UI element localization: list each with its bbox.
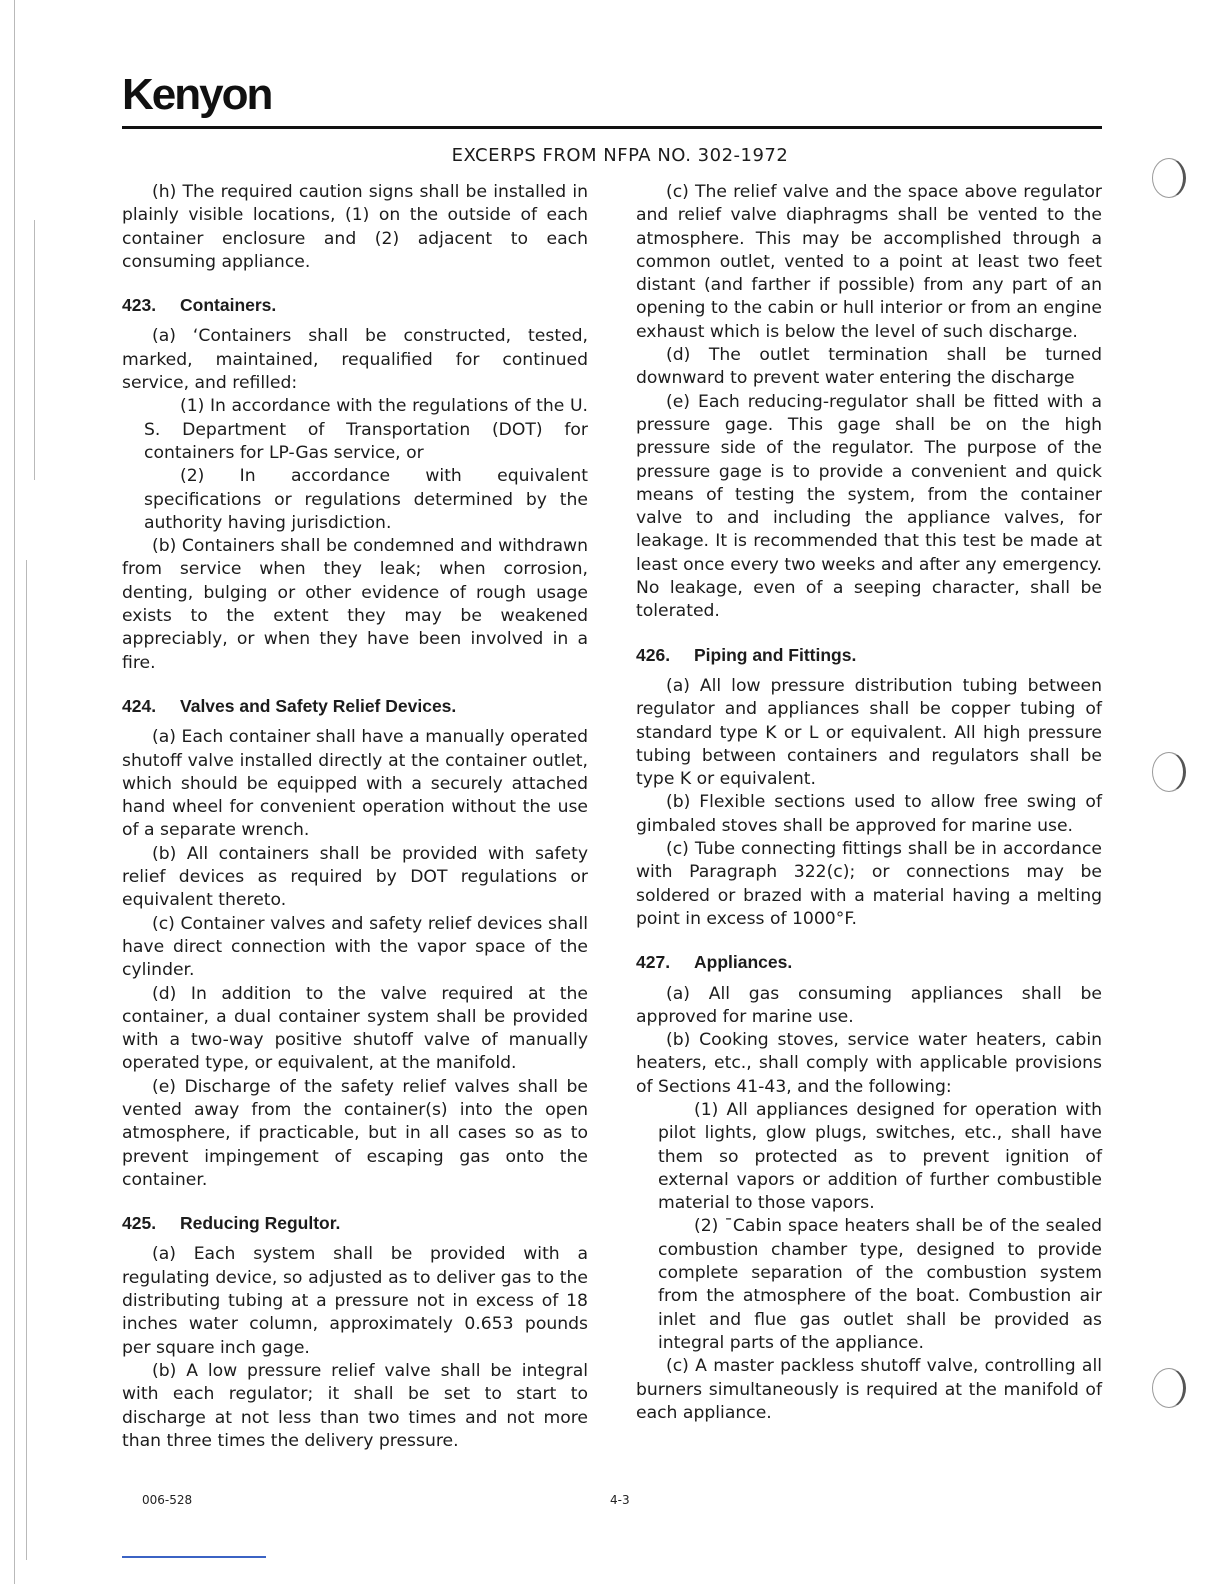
paragraph-424-b: (b) All containers shall be provided with safety relief devices as required by DOT regulations or equivalent thereto. bbox=[122, 843, 588, 911]
paragraph-427-b: (b) Cooking stoves, service water heaters, cabin heaters, etc., shall comply with applicable provisions of Sections 41-43, and the following: bbox=[636, 1030, 1102, 1097]
punch-hole-icon bbox=[1152, 1368, 1186, 1408]
paragraph-427-b-2: (2) ¯Cabin space heaters shall be of the sealed combustion chamber type, designed to provide complete separation of the combustion system from the atmosphere of the boat. Combustion air inlet and flue gas outlet shall be provided as integral parts of the appliance. bbox=[658, 1216, 1102, 1353]
binding-edge-line bbox=[26, 560, 27, 1560]
left-column bbox=[122, 181, 588, 1453]
page-number: 4-3 bbox=[610, 1493, 630, 1507]
binding-edge-line bbox=[14, 0, 15, 1584]
document-title: EXCERPS FROM NFPA NO. 302-1972 bbox=[451, 145, 789, 166]
brand-logo: Kenyon bbox=[122, 70, 272, 119]
paragraph-426-b: (b) Flexible sections used to allow free swing of gimbaled stoves shall be approved for marine use. bbox=[636, 792, 1102, 836]
section-heading-427 bbox=[636, 951, 1102, 974]
punch-hole-icon bbox=[1152, 752, 1186, 792]
paragraph-422-h: (h) The required caution signs shall be installed in plainly visible locations, (1) on the outside of each container enclosure and (2) adjacent to each consuming appliance. bbox=[122, 182, 588, 272]
paragraph-425-a: (a) Each system shall be provided with a regulating device, so adjusted as to deliver gas to the distributing tubing at a pressure not in excess of 18 inches water column, approximately 0.653 pounds per square inch gage. bbox=[122, 1244, 588, 1358]
paragraph-427-a: (a) All gas consuming appliances shall be approved for marine use. bbox=[636, 983, 1102, 1027]
paragraph-424-c: (c) Container valves and safety relief devices shall have direct connection with the vapor space of the cylinder. bbox=[122, 913, 588, 981]
section-number: 424. bbox=[122, 695, 157, 716]
paragraph-426-a: (a) All low pressure distribution tubing between regulator and appliances shall be copper tubing of standard type K or L or equivalent. All high pressure tubing between containers and regulators shall be type K or equivalent. bbox=[636, 675, 1102, 790]
section-title: Piping and Fittings. bbox=[694, 644, 857, 665]
paragraph-424-a: (a) Each container shall have a manually operated shutoff valve installed directly at the container outlet, which should be equipped with a securely attached hand wheel for convenient operation without the use of a separate wrench. bbox=[122, 727, 588, 841]
right-column bbox=[636, 181, 1102, 1425]
paragraph-425-c: (c) The relief valve and the space above regulator and relief valve diaphragms shall be vented to the atmosphere. This may be accomplished through a common outlet, vented to a point at least two feet distant (and farther if possible) from any part of an opening to the cabin or hull interior or from an engine exhaust which is below the level of such discharge. bbox=[636, 182, 1102, 342]
section-number: 426. bbox=[636, 644, 671, 665]
paragraph-427-b-1: (1) All appliances designed for operation with pilot lights, glow plugs, switches, etc., shall have them so protected as to prevent ignition of external vapors or addition of further combustible material to those vapors. bbox=[658, 1099, 1102, 1214]
document-number: 006-528 bbox=[142, 1493, 193, 1507]
paragraph-423-a-2: (2) In accordance with equivalent specifications or regulations determined by the authority having jurisdiction. bbox=[144, 466, 588, 533]
section-title: Valves and Safety Relief Devices. bbox=[180, 695, 457, 716]
punch-hole-icon bbox=[1152, 158, 1186, 198]
paragraph-424-d: (d) In addition to the valve required at the container, a dual container system shall be provided with a two-way positive shutoff valve of manually operated type, or equivalent, at the manifold. bbox=[122, 983, 588, 1074]
paragraph-425-d: (d) The outlet termination shall be turned downward to prevent water entering the discharge bbox=[636, 345, 1102, 389]
paragraph-425-e: (e) Each reducing-regulator shall be fitted with a pressure gage. This gage shall be on the high pressure side of the regulator. The purpose of the pressure gage is to provide a convenient and quick means of testing the system, from the container valve to and including the appliance valves, for leakage. It is recommended that this test be made at least once every two weeks and after any emergency. No leakage, even of a seeping character, shall be tolerated. bbox=[636, 391, 1102, 622]
section-title: Reducing Regultor. bbox=[180, 1213, 341, 1234]
paragraph-423-b: (b) Containers shall be condemned and withdrawn from service when they leak; when corrosion, denting, bulging or other evidence of rough usage exists to the extent they may be weakened appreciably, or when they have been involved in a fire. bbox=[122, 536, 588, 673]
paragraph-427-c: (c) A master packless shutoff valve, controlling all burners simultaneously is required at the manifold of each appliance. bbox=[636, 1356, 1102, 1423]
scan-marker bbox=[122, 1556, 266, 1558]
paragraph-426-c: (c) Tube connecting fittings shall be in accordance with Paragraph 322(c); or connections may be soldered or brazed with a material having a melting point in excess of 1000°F. bbox=[636, 839, 1102, 929]
section-number: 427. bbox=[636, 952, 671, 973]
binding-edge-line bbox=[34, 220, 35, 480]
section-title: Containers. bbox=[180, 295, 277, 316]
section-heading-423 bbox=[122, 294, 588, 317]
header-rule bbox=[122, 126, 1102, 129]
paragraph-423-a-1: (1) In accordance with the regulations of the U. S. Department of Transportation (DOT) for containers for LP-Gas service, or bbox=[144, 396, 588, 463]
section-number: 423. bbox=[122, 295, 157, 316]
section-number: 425. bbox=[122, 1213, 157, 1234]
section-heading-426 bbox=[636, 644, 1102, 667]
section-heading-425 bbox=[122, 1212, 588, 1235]
paragraph-425-b: (b) A low pressure relief valve shall be integral with each regulator; it shall be set to start to discharge at not less than two times and not more than three times the delivery pressure. bbox=[122, 1360, 588, 1451]
paragraph-423-a: (a) ‘Containers shall be constructed, tested, marked, maintained, requalified for continued service, and refilled: bbox=[122, 326, 588, 394]
section-title: Appliances. bbox=[694, 952, 793, 973]
section-heading-424 bbox=[122, 695, 588, 718]
paragraph-424-e: (e) Discharge of the safety relief valves shall be vented away from the container(s) into the open atmosphere, if practicable, but in all cases so as to prevent impingement of escaping gas onto the container. bbox=[122, 1076, 588, 1190]
